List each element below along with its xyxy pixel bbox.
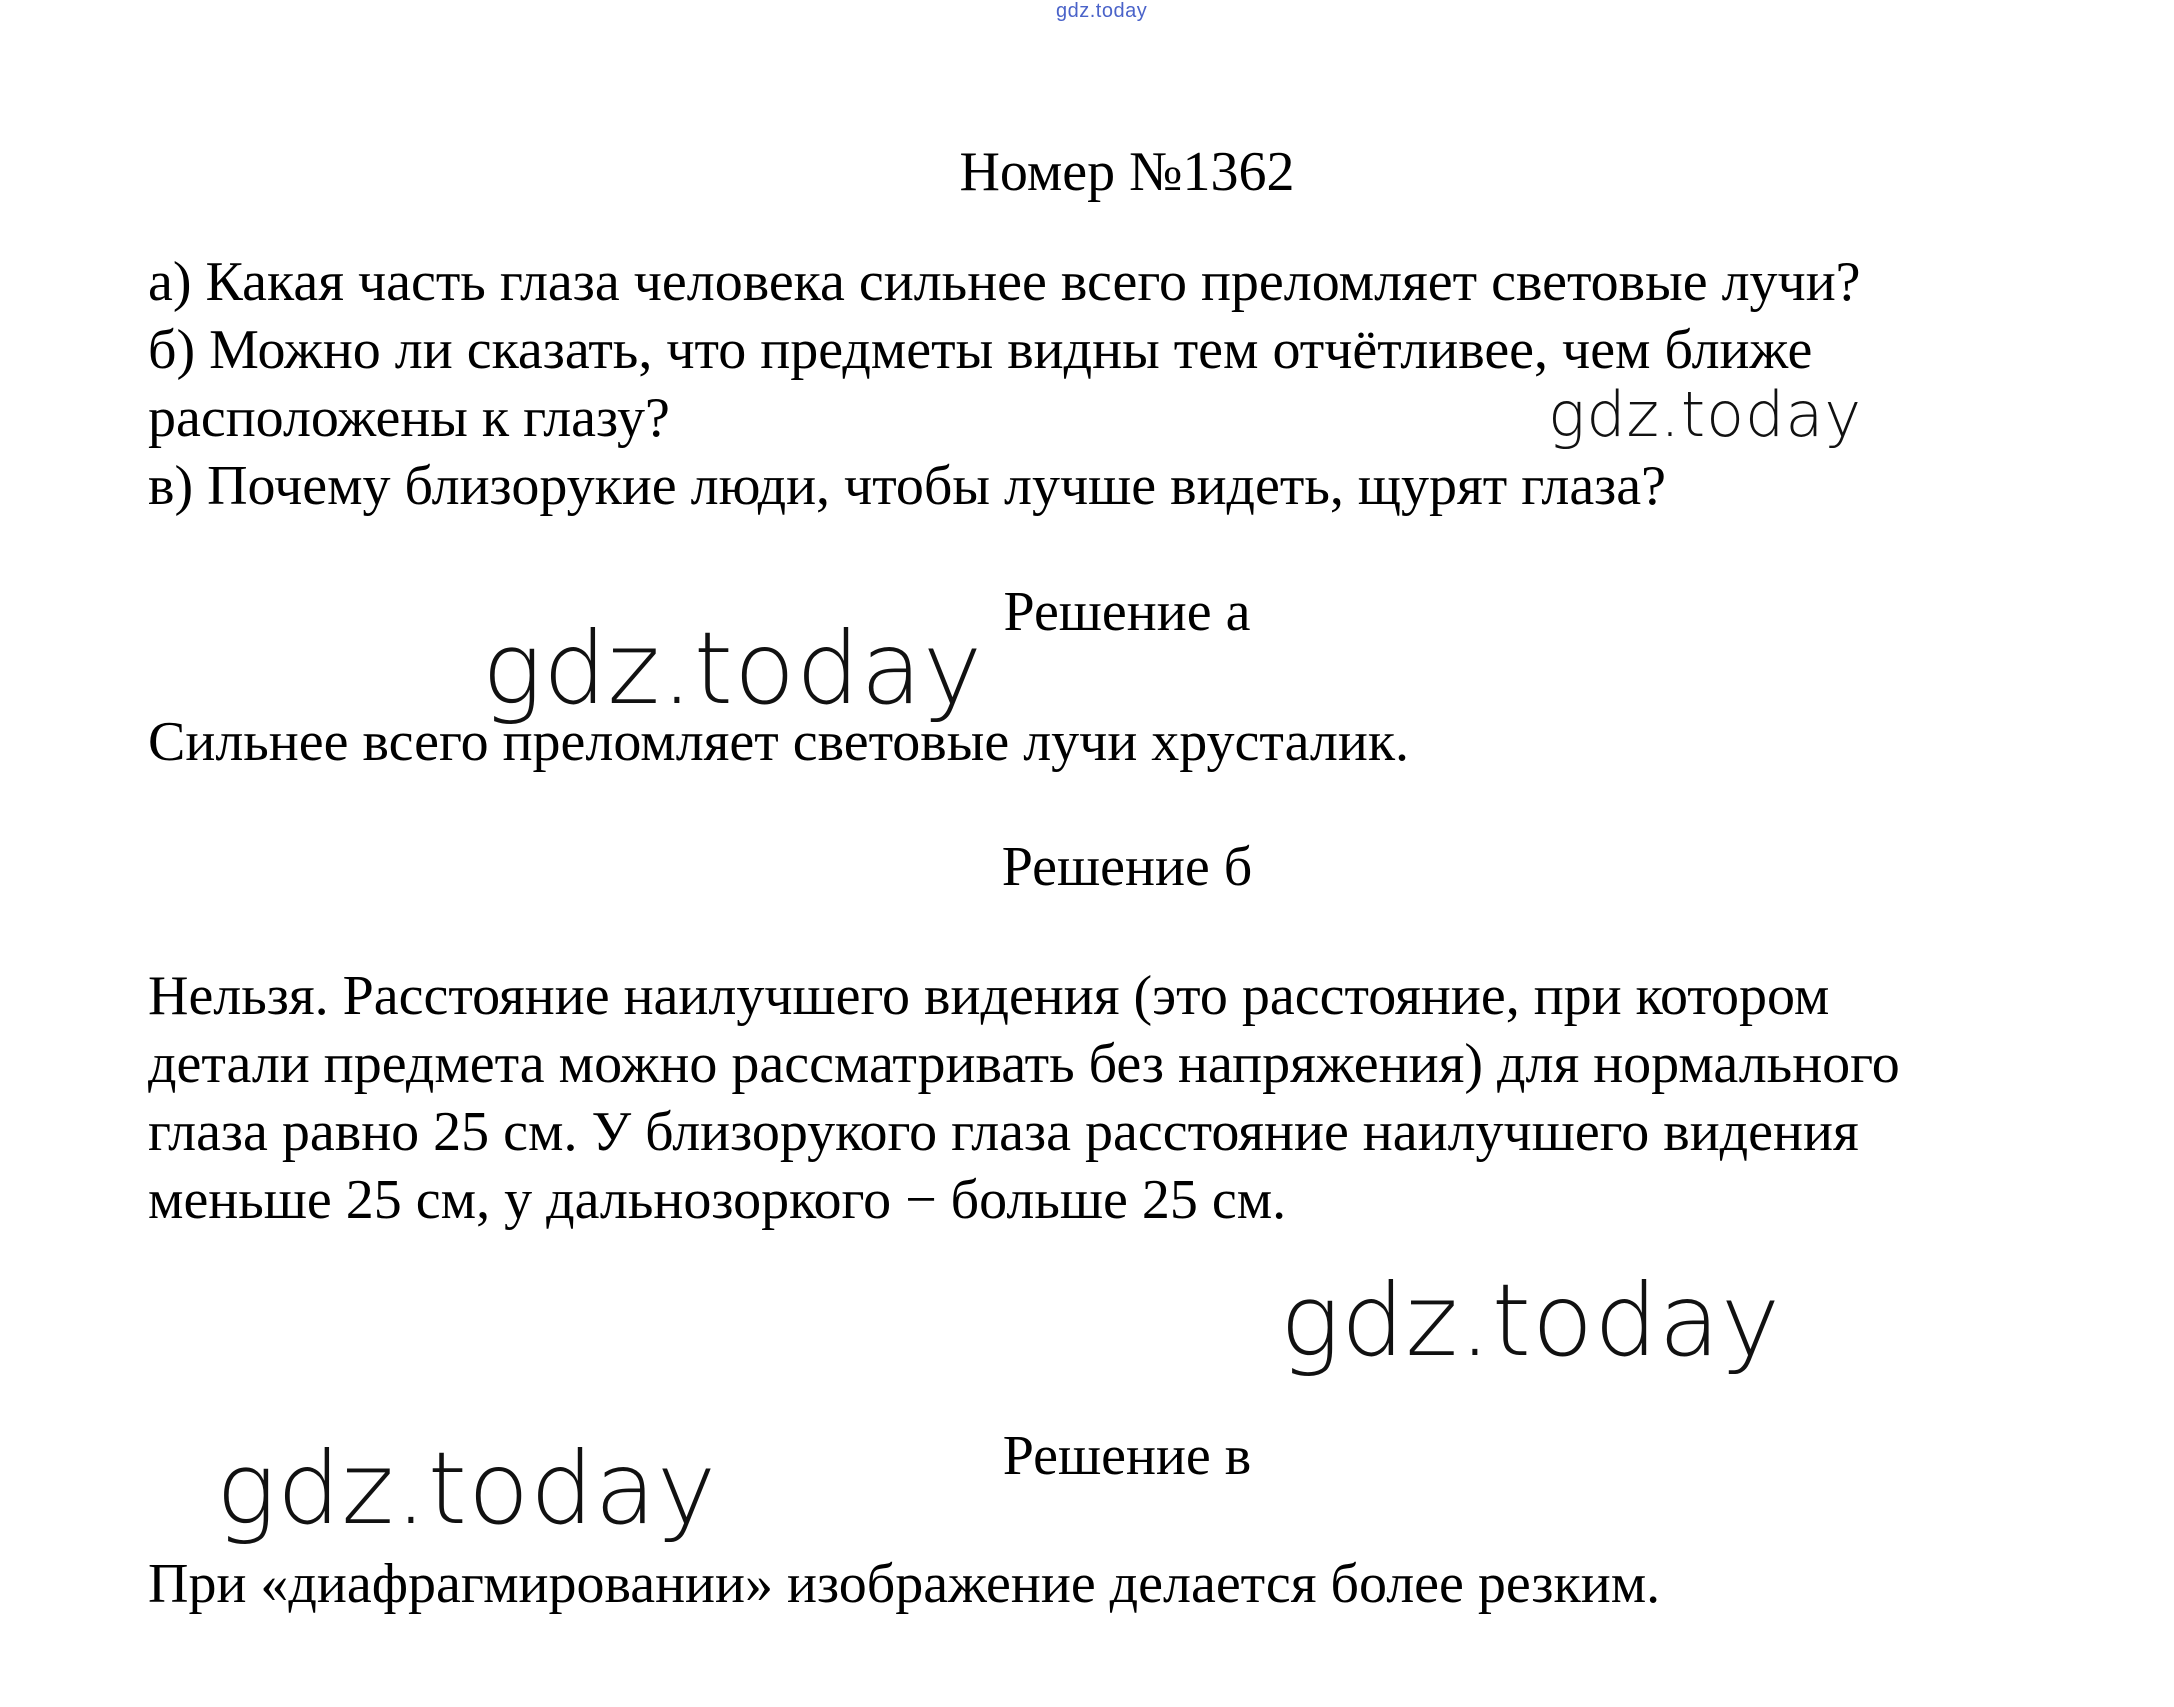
watermark-3: gdz.today [1280,1262,1782,1379]
watermark-4: gdz.today [216,1430,718,1547]
solution-b-line-4: меньше 25 см, у дальнозоркого − больше 25 см. [148,1169,1287,1231]
solution-c-heading: Решение в [1002,1425,1252,1487]
question-b-line-2: расположены к глазу? [148,387,670,449]
solution-c-text: При «диафрагмировании» изображение делается более резким. [148,1553,1661,1615]
solution-b-line-2: детали предмета можно рассматривать без напряжения) для нормального [148,1033,1900,1095]
page-title: Номер №1362 [959,141,1295,203]
solution-b-heading: Решение б [1001,836,1253,898]
solution-b-line-3: глаза равно 25 см. У близорукого глаза расстояние наилучшего видения [148,1101,1859,1163]
question-c: в) Почему близорукие люди, чтобы лучше видеть, щурят глаза? [148,455,1667,517]
question-b-line-1: б) Можно ли сказать, что предметы видны тем отчётливее, чем ближе [148,319,1813,381]
watermark-1: gdz.today [1548,378,1863,451]
watermark-2: gdz.today [482,610,984,727]
solution-a-text: Сильнее всего преломляет световые лучи хрусталик. [148,711,1410,773]
top-watermark-text: gdz.today [1056,0,1148,22]
solution-b-line-1: Нельзя. Расстояние наилучшего видения (это расстояние, при котором [148,965,1830,1027]
solution-a-heading: Решение а [1003,581,1251,643]
question-a: а) Какая часть глаза человека сильнее всего преломляет световые лучи? [148,251,1861,313]
